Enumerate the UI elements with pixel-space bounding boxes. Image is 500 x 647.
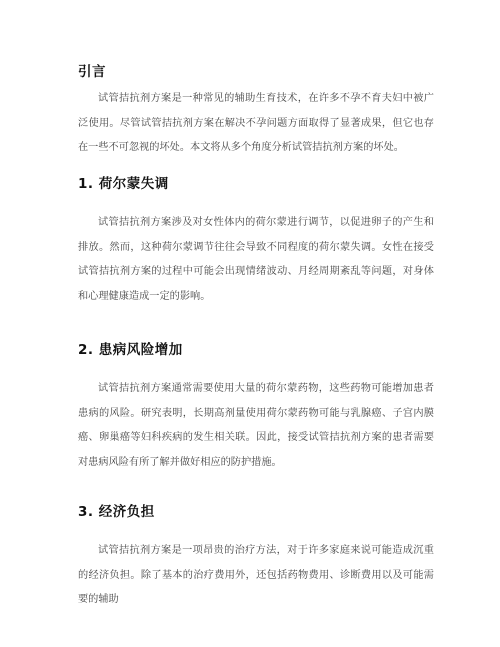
section-introduction [78,60,434,161]
section-economic-burden [78,500,434,613]
section-heading: 2. 患病风险增加 [78,342,183,358]
section-heading: 引言 [78,64,106,80]
section-hormone-imbalance [78,172,434,309]
section-paragraph: 试管拮抗剂方案是一种常见的辅助生育技术，在许多不孕不育夫妇中被广泛使用。尽管试管拮抗剂方案在解决不孕问题方面取得了显著成果，但它也存在一些不可忽视的坏处。本文将从多个角度分析试管拮抗剂方案的坏处。 [78,93,434,153]
section-paragraph: 试管拮抗剂方案通常需要使用大量的荷尔蒙药物，这些药物可能增加患者患病的风险。研究表明，长期高剂量使用荷尔蒙药物可能与乳腺癌、子宫内膜癌、卵巢癌等妇科疾病的发生相关联。因此，接受试管拮抗剂方案的患者需要对患病风险有所了解并做好相应的防护措施。 [78,383,434,468]
section-heading: 1. 荷尔蒙失调 [78,176,169,192]
section-disease-risk [78,338,434,475]
section-paragraph: 试管拮抗剂方案是一项昂贵的治疗方法，对于许多家庭来说可能造成沉重的经济负担。除了基本的治疗费用外，还包括药物费用、诊断费用以及可能需要的辅助 [78,545,434,605]
section-paragraph: 试管拮抗剂方案涉及对女性体内的荷尔蒙进行调节，以促进卵子的产生和排放。然而，这种荷尔蒙调节往往会导致不同程度的荷尔蒙失调。女性在接受试管拮抗剂方案的过程中可能会出现情绪波动、月经周期紊乱等问题，对身体和心理健康造成一定的影响。 [78,217,434,302]
section-heading: 3. 经济负担 [78,504,155,520]
